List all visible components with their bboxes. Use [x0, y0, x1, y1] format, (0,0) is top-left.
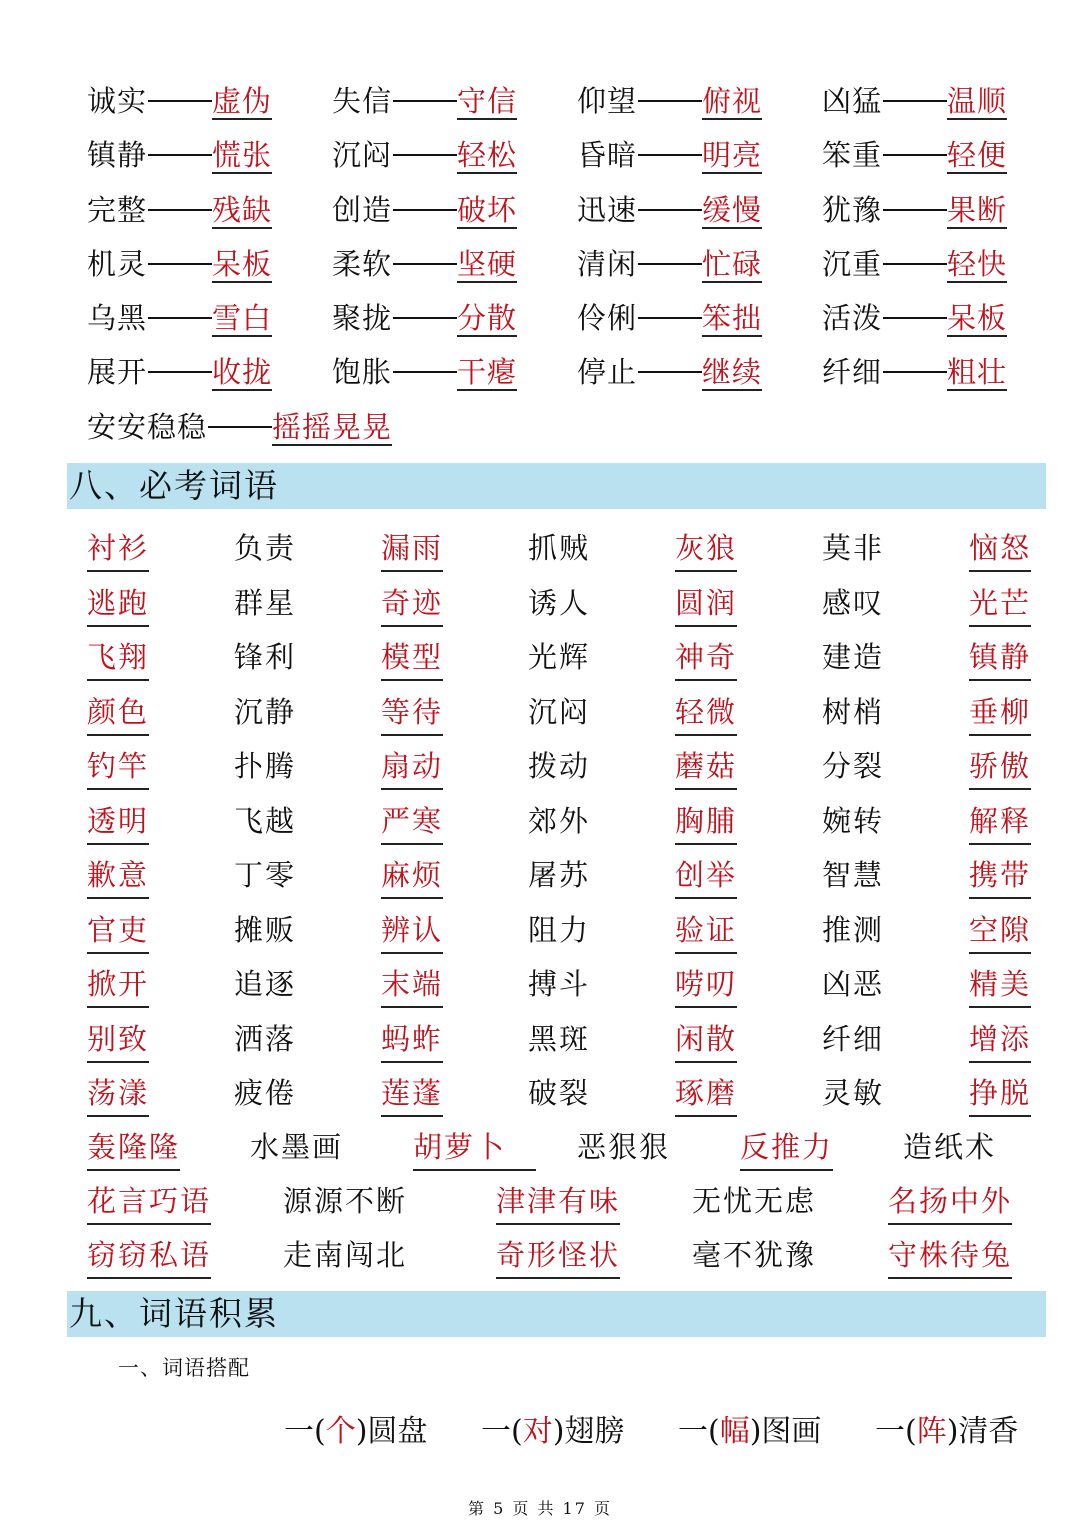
vocab-row — [0, 1120, 1080, 1174]
vocab-word: 末端 — [381, 962, 443, 1008]
vocab-word: 丁零 — [234, 858, 297, 892]
vocab-row — [0, 576, 1080, 630]
antonym-word: 聚拢 — [332, 301, 393, 335]
idiom: 名扬中外 — [888, 1179, 1012, 1225]
idiom: 奇形怪状 — [496, 1233, 620, 1279]
vocab-word: 创举 — [675, 853, 737, 899]
antonym-answer: 收拢 — [212, 355, 273, 389]
vocab-word: 推测 — [822, 912, 885, 947]
measure-answer: 个 — [325, 1414, 356, 1449]
vocab-word: 胡萝卜 — [413, 1125, 536, 1171]
antonym-answer: 轻松 — [457, 138, 518, 172]
antonym-word: 笨重 — [822, 138, 883, 172]
antonym-word: 活泼 — [822, 301, 883, 335]
dash-line — [148, 154, 212, 156]
vocab-word: 奇迹 — [381, 581, 443, 627]
idiom: 无忧无虑 — [692, 1184, 817, 1218]
measure-answer: 阵 — [916, 1414, 947, 1449]
antonym-answer: 明亮 — [702, 138, 763, 172]
vocab-word: 飞翔 — [87, 635, 149, 681]
idiom: 花言巧语 — [87, 1179, 211, 1225]
dash-line — [148, 263, 212, 265]
dash-line — [883, 263, 947, 265]
vocab-word: 胸脯 — [675, 799, 737, 845]
vocab-row — [0, 957, 1080, 1011]
antonym-answer: 温顺 — [947, 84, 1008, 118]
dash-line — [883, 100, 947, 102]
dash-line — [393, 371, 457, 373]
antonym-row — [0, 183, 1080, 237]
antonym-pair — [87, 237, 272, 291]
antonym-pair — [87, 291, 272, 345]
vocab-word: 麻烦 — [381, 853, 443, 899]
vocab-word: 恼怒 — [969, 526, 1031, 572]
vocab-row — [0, 848, 1080, 902]
vocab-word: 验证 — [675, 908, 737, 954]
vocab-word: 沉闷 — [528, 694, 591, 729]
vocab-word: 疲倦 — [234, 1076, 297, 1110]
idiom: 窃窃私语 — [87, 1233, 211, 1279]
vocab-word: 轰隆隆 — [87, 1125, 180, 1171]
vocab-word: 婉转 — [822, 803, 885, 838]
vocab-word: 等待 — [381, 690, 443, 736]
antonym-pair — [577, 74, 762, 128]
vocab-word: 歉意 — [87, 853, 149, 899]
measure-word-item — [678, 1410, 821, 1454]
antonym-word: 沉重 — [822, 247, 883, 281]
section-8-heading: 八、必考词语 — [67, 463, 1046, 509]
vocab-word: 阻力 — [528, 912, 591, 947]
antonym-word: 沉闷 — [332, 138, 393, 172]
dash-line — [883, 371, 947, 373]
antonym-pair — [87, 400, 392, 454]
measure-noun: )翅膀 — [552, 1414, 625, 1449]
measure-noun: )圆盘 — [355, 1414, 428, 1449]
vocab-word: 空隙 — [969, 908, 1031, 954]
antonym-word: 停止 — [577, 355, 638, 389]
vocab-word: 群星 — [234, 585, 297, 620]
measure-prefix: 一( — [875, 1414, 917, 1449]
vocab-word: 智慧 — [822, 858, 885, 892]
antonym-row — [0, 400, 1080, 454]
dash-line — [883, 317, 947, 319]
idiom: 毫不犹豫 — [692, 1238, 817, 1272]
vocab-word: 钓竿 — [87, 744, 149, 790]
vocab-word: 垂柳 — [969, 690, 1031, 736]
idiom: 走南闯北 — [283, 1238, 408, 1272]
vocab-word: 沉静 — [234, 694, 297, 729]
antonym-word: 昏暗 — [577, 138, 638, 172]
vocab-word: 别致 — [87, 1017, 149, 1063]
antonym-word: 纤细 — [822, 355, 883, 389]
antonym-pair — [577, 345, 762, 399]
vocab-word: 闲散 — [675, 1017, 737, 1063]
vocab-word: 灰狼 — [675, 526, 737, 572]
antonym-pair — [822, 291, 1007, 345]
vocab-word: 搏斗 — [528, 967, 591, 1001]
vocab-word: 颜色 — [87, 690, 149, 736]
dash-line — [883, 209, 947, 211]
vocab-word: 诱人 — [528, 585, 591, 620]
vocab-word: 黑斑 — [528, 1021, 591, 1056]
antonym-pair — [332, 345, 517, 399]
vocab-word: 建造 — [822, 640, 885, 674]
antonym-row — [0, 74, 1080, 128]
dash-line — [393, 100, 457, 102]
measure-answer: 幅 — [719, 1414, 750, 1449]
vocab-word: 挣脱 — [969, 1071, 1031, 1117]
measure-word-item — [284, 1410, 427, 1454]
dash-line — [638, 371, 702, 373]
antonym-pair — [822, 128, 1007, 182]
measure-word-item — [481, 1410, 624, 1454]
vocab-word: 轻微 — [675, 690, 737, 736]
vocab-word: 增添 — [969, 1017, 1031, 1063]
vocab-word: 莫非 — [822, 531, 885, 565]
vocab-row — [0, 630, 1080, 684]
antonym-word: 镇静 — [87, 138, 148, 172]
vocab-row — [0, 1066, 1080, 1120]
vocab-word: 造纸术 — [903, 1130, 997, 1164]
antonym-pair — [87, 128, 272, 182]
vocab-word: 莲蓬 — [381, 1071, 443, 1117]
antonym-pair — [87, 345, 272, 399]
antonym-row — [0, 128, 1080, 182]
antonym-word: 清闲 — [577, 247, 638, 281]
vocab-row — [0, 1012, 1080, 1066]
vocab-word: 镇静 — [969, 635, 1031, 681]
vocab-word: 解释 — [969, 799, 1031, 845]
antonym-pair — [577, 183, 762, 237]
antonym-answer: 分散 — [457, 301, 518, 335]
vocab-word: 精美 — [969, 962, 1031, 1008]
vocab-word: 郊外 — [528, 803, 591, 838]
antonym-answer: 忙碌 — [702, 247, 763, 281]
vocab-word: 逃跑 — [87, 581, 149, 627]
dash-line — [393, 263, 457, 265]
vocab-word: 拨动 — [528, 749, 591, 783]
vocab-word: 蚂蚱 — [381, 1017, 443, 1063]
antonym-pair — [822, 345, 1007, 399]
vocab-word: 琢磨 — [675, 1071, 737, 1117]
vocab-word: 辨认 — [381, 908, 443, 954]
vocab-word: 反推力 — [740, 1125, 833, 1171]
antonym-row — [0, 291, 1080, 345]
vocab-word: 凶恶 — [822, 967, 885, 1001]
vocab-word: 透明 — [87, 799, 149, 845]
dash-line — [638, 263, 702, 265]
antonym-pair — [577, 237, 762, 291]
vocab-word: 抓贼 — [528, 531, 591, 565]
antonym-answer: 继续 — [702, 355, 763, 389]
measure-noun: )图画 — [749, 1414, 822, 1449]
section-9-heading: 九、词语积累 — [67, 1291, 1046, 1337]
antonym-word: 迅速 — [577, 193, 638, 227]
antonym-word: 诚实 — [87, 84, 148, 118]
antonym-answer: 呆板 — [947, 301, 1008, 335]
vocab-word: 屠苏 — [528, 858, 591, 892]
antonym-answer: 慌张 — [212, 138, 273, 172]
antonym-word: 创造 — [332, 193, 393, 227]
vocab-word: 官吏 — [87, 908, 149, 954]
vocab-word: 恶狠狠 — [577, 1130, 671, 1164]
vocab-word: 洒落 — [234, 1021, 297, 1056]
vocab-row — [0, 521, 1080, 575]
measure-prefix: 一( — [284, 1414, 326, 1449]
dash-line — [883, 154, 947, 156]
antonym-word: 仰望 — [577, 84, 638, 118]
vocab-word: 骄傲 — [969, 744, 1031, 790]
vocab-word: 神奇 — [675, 635, 737, 681]
antonym-word: 展开 — [87, 355, 148, 389]
antonym-row — [0, 345, 1080, 399]
dash-line — [148, 317, 212, 319]
idiom: 津津有味 — [496, 1179, 620, 1225]
antonym-answer: 坚硬 — [457, 247, 518, 281]
vocab-row — [0, 794, 1080, 848]
antonym-pair — [332, 291, 517, 345]
vocab-word: 水墨画 — [250, 1130, 344, 1164]
vocab-word: 荡漾 — [87, 1071, 149, 1117]
antonym-word: 饱胀 — [332, 355, 393, 389]
vocab-word: 摊贩 — [234, 912, 297, 947]
antonym-pair — [822, 237, 1007, 291]
vocab-word: 光辉 — [528, 640, 591, 674]
antonym-word: 机灵 — [87, 247, 148, 281]
measure-noun: )清香 — [946, 1414, 1019, 1449]
dash-line — [638, 100, 702, 102]
antonym-answer: 虚伪 — [212, 84, 273, 118]
vocab-word: 飞越 — [234, 803, 297, 838]
antonym-pair — [87, 183, 272, 237]
antonym-pair — [332, 237, 517, 291]
idiom: 守株待兔 — [888, 1233, 1012, 1279]
vocab-word: 光芒 — [969, 581, 1031, 627]
idiom: 源源不断 — [283, 1184, 408, 1218]
antonym-answer: 破坏 — [457, 193, 518, 227]
antonym-answer: 笨拙 — [702, 301, 763, 335]
antonym-pair — [332, 128, 517, 182]
antonym-pair — [577, 128, 762, 182]
antonym-answer: 轻快 — [947, 247, 1008, 281]
measure-word-item — [875, 1410, 1018, 1454]
dash-line — [208, 426, 272, 428]
vocab-word: 分裂 — [822, 749, 885, 783]
dash-line — [638, 154, 702, 156]
vocab-word: 感叹 — [822, 585, 885, 620]
antonym-answer: 轻便 — [947, 138, 1008, 172]
antonym-answer: 雪白 — [212, 301, 273, 335]
antonym-word: 犹豫 — [822, 193, 883, 227]
idiom-row — [0, 1228, 1080, 1282]
antonym-word: 伶俐 — [577, 301, 638, 335]
dash-line — [148, 209, 212, 211]
measure-prefix: 一( — [678, 1414, 720, 1449]
antonym-word: 失信 — [332, 84, 393, 118]
vocab-word: 追逐 — [234, 967, 297, 1001]
vocab-word: 纤细 — [822, 1021, 885, 1056]
vocab-word: 负责 — [234, 531, 297, 565]
antonym-pair — [332, 74, 517, 128]
dash-line — [148, 371, 212, 373]
antonym-answer: 果断 — [947, 193, 1008, 227]
vocab-row — [0, 903, 1080, 957]
idiom-row — [0, 1174, 1080, 1228]
vocab-word: 扇动 — [381, 744, 443, 790]
antonym-word: 安安稳稳 — [87, 410, 208, 444]
antonym-word: 凶猛 — [822, 84, 883, 118]
vocab-row — [0, 685, 1080, 739]
dash-line — [148, 100, 212, 102]
vocab-word: 树梢 — [822, 694, 885, 729]
vocab-word: 掀开 — [87, 962, 149, 1008]
dash-line — [638, 209, 702, 211]
antonym-answer: 缓慢 — [702, 193, 763, 227]
antonym-answer: 粗壮 — [947, 355, 1008, 389]
subsection-title: 一、词语搭配 — [118, 1356, 250, 1380]
antonym-pair — [87, 74, 272, 128]
vocab-word: 严寒 — [381, 799, 443, 845]
antonym-pair — [577, 291, 762, 345]
vocab-word: 唠叨 — [675, 962, 737, 1008]
vocab-word: 破裂 — [528, 1076, 591, 1110]
dash-line — [638, 317, 702, 319]
measure-prefix: 一( — [481, 1414, 523, 1449]
vocab-word: 漏雨 — [381, 526, 443, 572]
antonym-answer: 俯视 — [702, 84, 763, 118]
antonym-answer: 干瘪 — [457, 355, 518, 389]
antonym-pair — [822, 183, 1007, 237]
antonym-word: 柔软 — [332, 247, 393, 281]
antonym-pair — [822, 74, 1007, 128]
dash-line — [393, 154, 457, 156]
antonym-word: 完整 — [87, 193, 148, 227]
dash-line — [393, 317, 457, 319]
vocab-word: 锋利 — [234, 640, 297, 674]
vocab-word: 携带 — [969, 853, 1031, 899]
page-footer: 第 5 页 共 17 页 — [468, 1499, 612, 1518]
vocab-word: 模型 — [381, 635, 443, 681]
antonym-answer: 残缺 — [212, 193, 273, 227]
vocab-word: 蘑菇 — [675, 744, 737, 790]
antonym-answer: 摇摇晃晃 — [272, 410, 393, 444]
vocab-word: 灵敏 — [822, 1076, 885, 1110]
vocab-row — [0, 739, 1080, 793]
antonym-row — [0, 237, 1080, 291]
dash-line — [393, 209, 457, 211]
measure-answer: 对 — [522, 1414, 553, 1449]
vocab-word: 圆润 — [675, 581, 737, 627]
vocab-word: 扑腾 — [234, 749, 297, 783]
antonym-answer: 守信 — [457, 84, 518, 118]
antonym-pair — [332, 183, 517, 237]
antonym-answer: 呆板 — [212, 247, 273, 281]
antonym-word: 乌黑 — [87, 301, 148, 335]
vocab-word: 衬衫 — [87, 526, 149, 572]
